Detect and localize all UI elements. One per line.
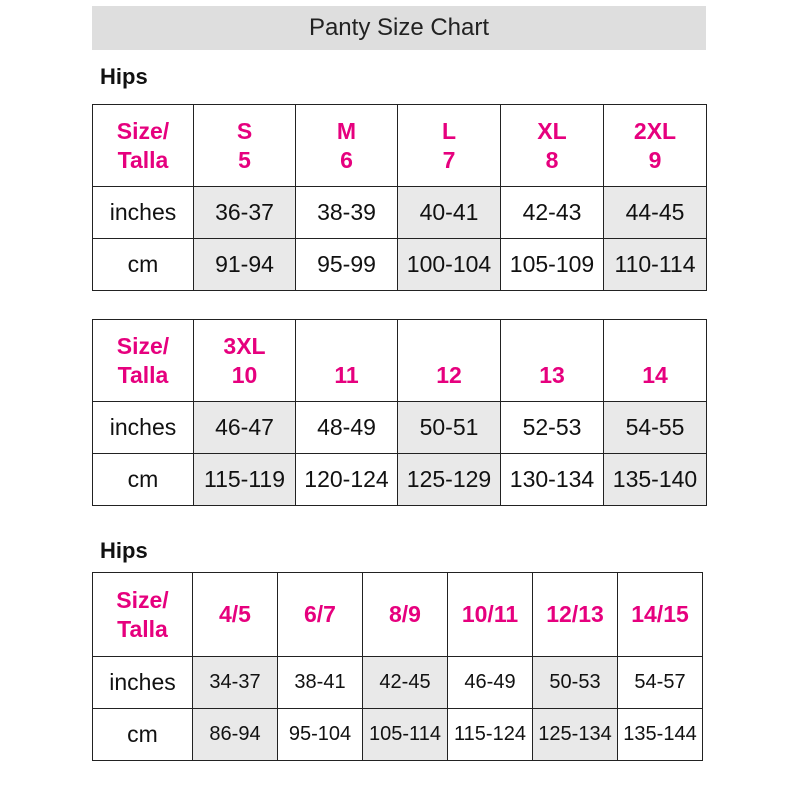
inches-row [93, 402, 707, 454]
table-cell: 95-104 [278, 709, 363, 761]
section-heading-hips: Hips [100, 64, 148, 89]
inches-row [93, 657, 703, 709]
size-cell: M 6 [296, 105, 398, 187]
table-cell: 54-55 [604, 402, 707, 454]
table-cell: 115-119 [194, 454, 296, 506]
table-cell: 44-45 [604, 187, 707, 239]
table-cell: 46-47 [194, 402, 296, 454]
table-cell: 135-140 [604, 454, 707, 506]
table-cell: 130-134 [501, 454, 604, 506]
row-label-inches: inches [93, 657, 193, 709]
row-label-cm: cm [93, 239, 194, 291]
row-label-inches: inches [93, 402, 194, 454]
cm-row [93, 709, 703, 761]
table-cell: 135-144 [618, 709, 703, 761]
section-heading-hips-2: Hips [100, 538, 148, 563]
table-cell: 38-39 [296, 187, 398, 239]
size-table-1 [92, 104, 707, 291]
size-header-row [93, 105, 707, 187]
table-cell: 120-124 [296, 454, 398, 506]
table-cell: 95-99 [296, 239, 398, 291]
size-cell: S 5 [194, 105, 296, 187]
size-cell: 12/13 [533, 573, 618, 657]
inches-row [93, 187, 707, 239]
size-cell: 11 [296, 320, 398, 402]
table-cell: 125-134 [533, 709, 618, 761]
table-cell: 91-94 [194, 239, 296, 291]
table-cell: 105-114 [363, 709, 448, 761]
table-cell: 54-57 [618, 657, 703, 709]
size-cell: 6/7 [278, 573, 363, 657]
table-cell: 40-41 [398, 187, 501, 239]
size-label-cell: Size/ Talla [93, 105, 194, 187]
table-cell: 46-49 [448, 657, 533, 709]
size-table-2 [92, 319, 707, 506]
size-header-row [93, 573, 703, 657]
size-cell: 12 [398, 320, 501, 402]
table-cell: 38-41 [278, 657, 363, 709]
size-header-row [93, 320, 707, 402]
size-cell: 14/15 [618, 573, 703, 657]
table-cell: 36-37 [194, 187, 296, 239]
chart-title: Panty Size Chart [92, 6, 706, 50]
table-cell: 34-37 [193, 657, 278, 709]
table-cell: 42-43 [501, 187, 604, 239]
table-cell: 50-51 [398, 402, 501, 454]
table-cell: 52-53 [501, 402, 604, 454]
size-cell: XL 8 [501, 105, 604, 187]
cm-row [93, 239, 707, 291]
table-cell: 110-114 [604, 239, 707, 291]
size-cell: L 7 [398, 105, 501, 187]
size-cell: 4/5 [193, 573, 278, 657]
table-cell: 115-124 [448, 709, 533, 761]
table-cell: 125-129 [398, 454, 501, 506]
table-cell: 86-94 [193, 709, 278, 761]
size-cell: 10/11 [448, 573, 533, 657]
size-cell: 2XL 9 [604, 105, 707, 187]
table-cell: 42-45 [363, 657, 448, 709]
table-cell: 105-109 [501, 239, 604, 291]
size-cell: 13 [501, 320, 604, 402]
row-label-cm: cm [93, 709, 193, 761]
size-label-cell: Size/ Talla [93, 320, 194, 402]
table-cell: 100-104 [398, 239, 501, 291]
size-label-cell: Size/ Talla [93, 573, 193, 657]
size-table-3 [92, 572, 703, 761]
table-cell: 48-49 [296, 402, 398, 454]
size-cell: 3XL 10 [194, 320, 296, 402]
row-label-inches: inches [93, 187, 194, 239]
table-cell: 50-53 [533, 657, 618, 709]
cm-row [93, 454, 707, 506]
size-cell: 8/9 [363, 573, 448, 657]
size-cell: 14 [604, 320, 707, 402]
row-label-cm: cm [93, 454, 194, 506]
